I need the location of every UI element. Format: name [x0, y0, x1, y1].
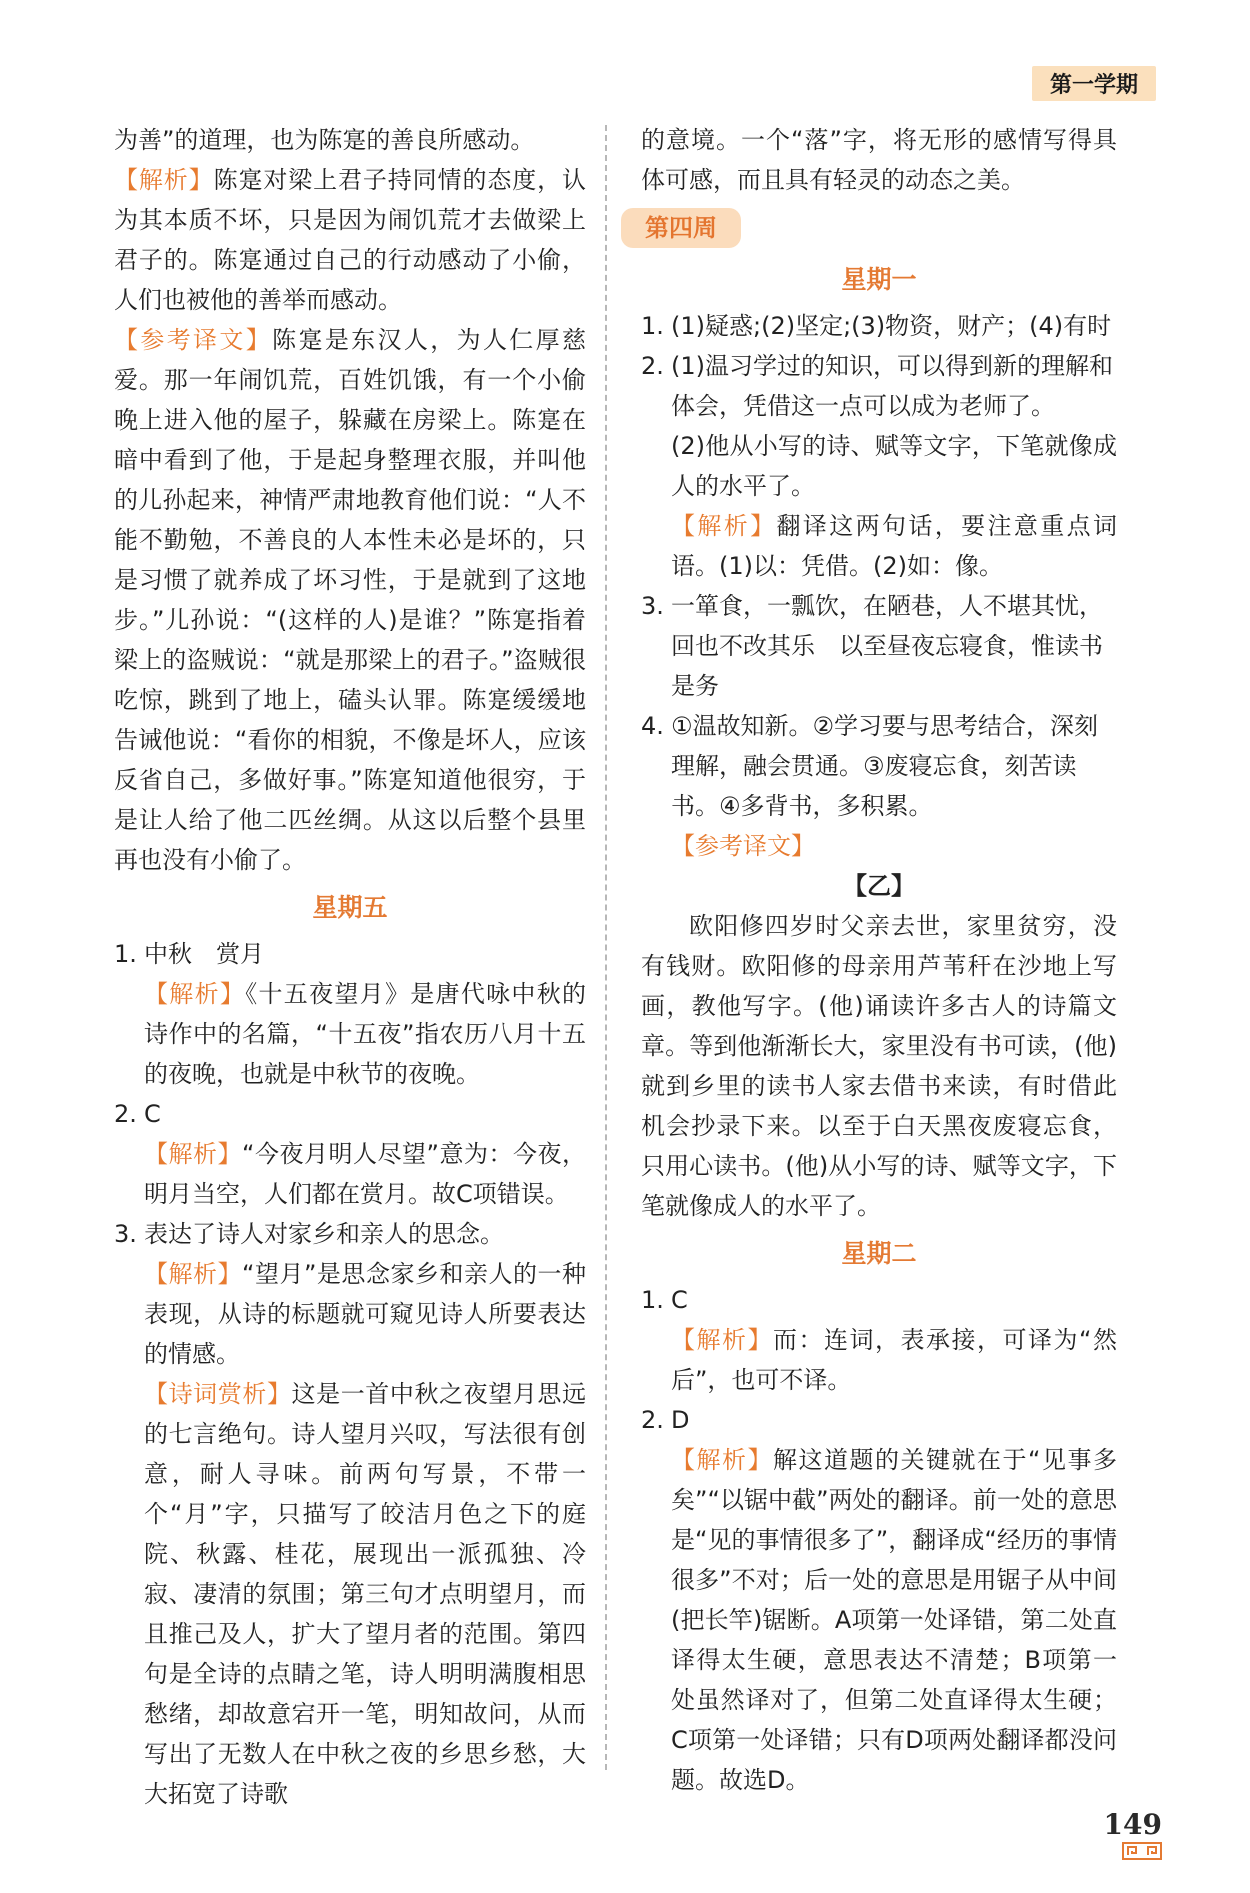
day-heading-monday: 星期一	[841, 265, 917, 294]
question-1	[641, 1280, 1117, 1400]
reference-translation	[114, 320, 586, 880]
question-4	[641, 706, 1117, 866]
question-3	[114, 1214, 586, 1814]
question-number: 1.	[114, 940, 137, 968]
page-number: 149	[1103, 1808, 1162, 1841]
question-3	[641, 586, 1117, 706]
analysis-text: 而：连词，表承接，可译为“然后”，也可不译。	[671, 1326, 1117, 1394]
yi-translation: 欧阳修四岁时父亲去世，家里贫穷，没有钱财。欧阳修的母亲用芦苇秆在沙地上写画，教他写字。(他)诵读许多古人的诗篇文章。等到他渐渐长大，家里没有书可读，(他)就到乡里的读书人家去借书来读，有时借此机会抄录下来。以至于白天黑夜废寝忘食，只用心读书。(他)从小写的诗、赋等文字，下笔就像成人的水平了。	[641, 912, 1117, 1220]
reference-tag: 【参考译文】	[671, 832, 815, 860]
analysis-text: “今夜月明人尽望”意为：今夜，明月当空，人们都在赏月。故C项错误。	[144, 1140, 586, 1208]
analysis-paragraph	[114, 160, 586, 320]
question-2	[641, 346, 1117, 586]
analysis-tag: 【解析】	[144, 1140, 243, 1168]
question-number: 1.	[641, 312, 664, 340]
answer-text: (1)疑惑;(2)坚定;(3)物资，财产；(4)有时	[671, 312, 1112, 340]
reference-text: 陈寔是东汉人，为人仁厚慈爱。那一年闹饥荒，百姓饥饿，有一个小偷晚上进入他的屋子，躲藏在房梁上。陈寔在暗中看到了他，于是起身整理衣服，并叫他的儿孙起来，神情严肃地教育他们说：“人不能不勤勉，不善良的人本性未必是坏的，只是习惯了就养成了坏习性，于是就到了这地步。”儿孙说：“(这样的人)是谁？”陈寔指着梁上的盗贼说：“就是那梁上的君子。”盗贼很吃惊，跳到了地上，磕头认罪。陈寔缓缓地告诫他说：“看你的相貌，不像是坏人，应该反省自己，多做好事。”陈寔知道他很穷，于是让人给了他二匹丝绸。从这以后整个县里再也没有小偷了。	[114, 326, 587, 874]
answer-text: ①温故知新。②学习要与思考结合，深刻理解，融会贯通。③废寝忘食，刻苦读书。④多背书，多积累。	[671, 712, 1099, 820]
semester-tab: 第一学期	[1032, 66, 1156, 101]
question-number: 2.	[641, 352, 664, 380]
question-number: 3.	[641, 592, 664, 620]
question-1	[114, 934, 586, 1094]
analysis-paragraph	[144, 1254, 586, 1374]
analysis-text: “望月”是思念家乡和亲人的一种表现，从诗的标题就可窥见诗人所要表达的情感。	[144, 1260, 586, 1368]
question-number: 4.	[641, 712, 664, 740]
right-continuation: 的意境。一个“落”字，将无形的感情写得具体可感，而且具有轻灵的动态之美。	[641, 126, 1117, 194]
answer-text: (2)他从小写的诗、赋等文字，下笔就像成人的水平了。	[671, 432, 1117, 500]
day-heading-tuesday: 星期二	[841, 1239, 917, 1268]
question-number: 2.	[114, 1100, 137, 1128]
analysis-tag: 【解析】	[671, 1326, 774, 1354]
answer-text: C	[671, 1286, 688, 1314]
question-number: 3.	[114, 1220, 137, 1248]
analysis-tag: 【解析】	[144, 1260, 243, 1288]
analysis-text: 解这道题的关键就在于“见事多矣”“以锯中截”两处的翻译。前一处的意思是“见的事情很多了”，翻译成“经历的事情很多”不对；后一处的意思是用锯子从中间(把长竿)锯断。A项第一处译错，第二处直译得太生硬，意思表达不清楚；B项第一处虽然译对了，但第二处直译得太生硬；C项第一处译错；只有D项两处翻译都没问题。故选D。	[671, 1446, 1117, 1794]
question-number: 1.	[641, 1286, 664, 1314]
answer-text: D	[671, 1406, 690, 1434]
analysis-tag: 【解析】	[114, 166, 214, 194]
question-number: 2.	[641, 1406, 664, 1434]
right-column	[641, 120, 1117, 1800]
poem-tag: 【诗词赏析】	[144, 1380, 292, 1408]
analysis-text: 翻译这两句话，要注意重点词语。(1)以：凭借。(2)如：像。	[671, 512, 1117, 580]
day-heading-friday: 星期五	[312, 893, 388, 922]
left-column	[114, 120, 586, 1814]
answer-text: C	[144, 1100, 161, 1128]
answer-text: 中秋 赏月	[144, 940, 264, 968]
analysis-paragraph	[671, 1440, 1117, 1800]
question-1	[641, 306, 1117, 346]
analysis-paragraph	[144, 1134, 586, 1214]
page-ornament-icon	[1122, 1842, 1162, 1860]
analysis-tag: 【解析】	[144, 980, 246, 1008]
reference-tag-line	[671, 826, 1117, 866]
section-yi-heading: 【乙】	[843, 872, 915, 900]
analysis-text: 《十五夜望月》是唐代咏中秋的诗作中的名篇，“十五夜”指农历八月十五的夜晚，也就是中秋节的夜晚。	[144, 980, 587, 1088]
answer-text: 表达了诗人对家乡和亲人的思念。	[144, 1220, 504, 1248]
question-2	[114, 1094, 586, 1214]
analysis-tag: 【解析】	[671, 1446, 774, 1474]
column-divider	[605, 125, 607, 1770]
analysis-paragraph	[671, 506, 1117, 586]
poem-text: 这是一首中秋之夜望月思远的七言绝句。诗人望月兴叹，写法很有创意，耐人寻味。前两句写景，不带一个“月”字，只描写了皎洁月色之下的庭院、秋露、桂花，展现出一派孤独、冷寂、凄清的氛围；第三句才点明望月，而且推己及人，扩大了望月者的范围。第四句是全诗的点睛之笔，诗人明明满腹相思愁绪，却故意宕开一笔，明知故问，从而写出了无数人在中秋之夜的乡思乡愁，大大拓宽了诗歌	[144, 1380, 587, 1808]
week-badge: 第四周	[621, 208, 741, 248]
answer-text: (1)温习学过的知识，可以得到新的理解和体会，凭借这一点可以成为老师了。	[671, 352, 1113, 420]
left-continuation: 为善”的道理，也为陈寔的善良所感动。	[114, 126, 535, 154]
analysis-paragraph	[144, 974, 586, 1094]
poem-appreciation	[144, 1374, 586, 1814]
analysis-tag: 【解析】	[671, 512, 777, 540]
answer-text: 一箪食，一瓢饮，在陋巷，人不堪其忧，回也不改其乐 以至昼夜忘寝食，惟读书是务	[671, 592, 1103, 700]
analysis-paragraph	[671, 1320, 1117, 1400]
analysis-text: 陈寔对梁上君子持同情的态度，认为其本质不坏，只是因为闹饥荒才去做梁上君子的。陈寔通过自己的行动感动了小偷，人们也被他的善举而感动。	[114, 166, 587, 314]
question-2	[641, 1400, 1117, 1800]
reference-tag: 【参考译文】	[114, 326, 273, 354]
